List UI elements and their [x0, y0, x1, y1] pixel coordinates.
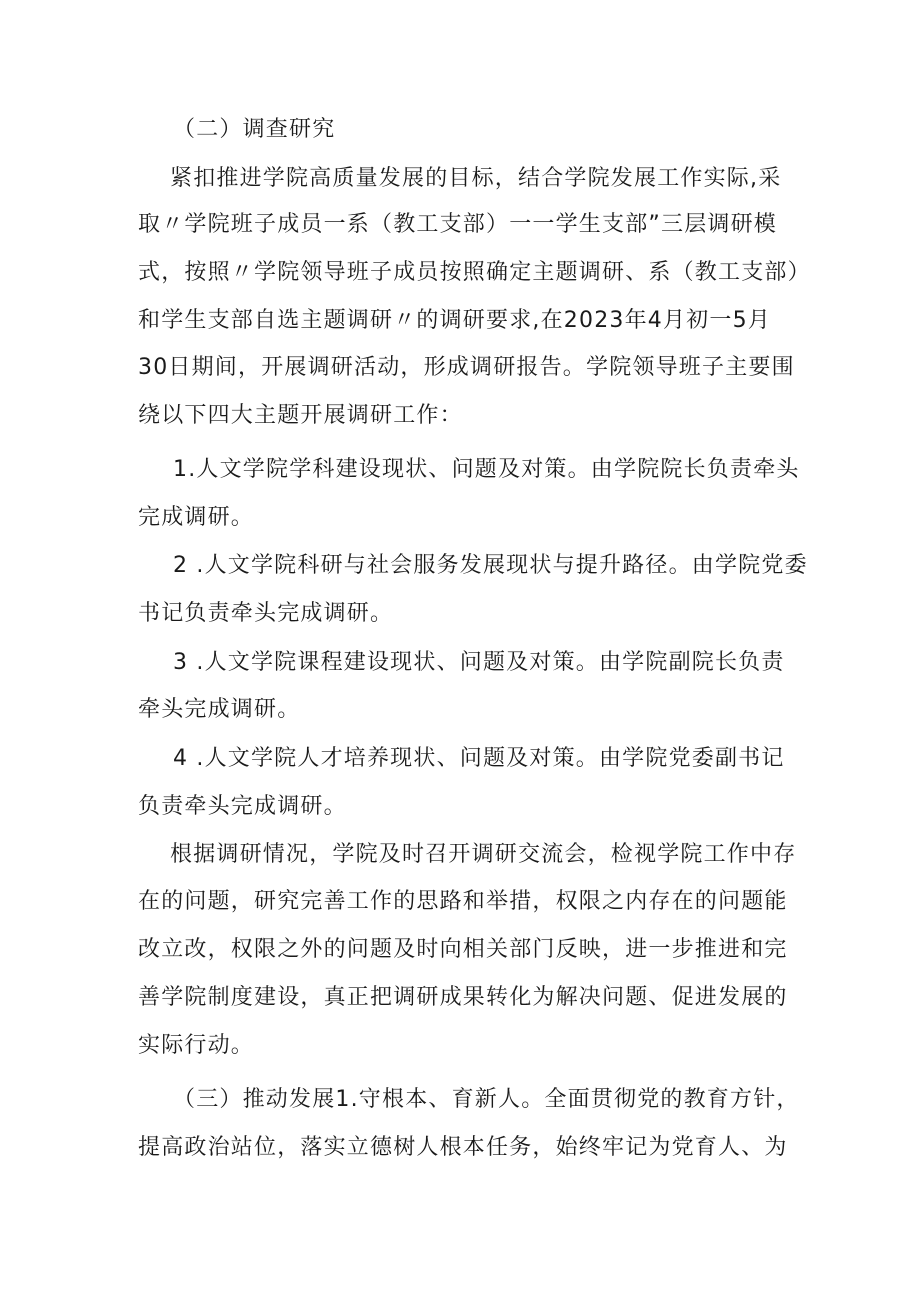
item-3-line-1: 3 .人文学院课程建设现状、问题及对策。由学院副院长负责 — [173, 650, 785, 675]
intro-line-2: 取〃学院班子成员一系（教工支部）一一学生支部”三层调研模 — [138, 212, 777, 237]
followup-line-4: 善学院制度建设，真正把调研成果转化为解决问题、促进发展的 — [138, 985, 788, 1010]
intro-line-4: 和学生支部自选主题调研〃的调研要求,在2023年4月初一5月 — [138, 308, 771, 333]
intro-line-6: 绕以下四大主题开展调研工作： — [138, 403, 463, 428]
section3-line-2: 提高政治站位，落实立德树人根本任务，始终牢记为党育人、为 — [138, 1135, 788, 1160]
item-3-line-2: 牵头完成调研。 — [138, 697, 301, 722]
section-heading-investigation: （二）调查研究 — [173, 117, 336, 142]
intro-line-3: 式，按照〃学院领导班子成员按照确定主题调研、系（教工支部） — [138, 260, 811, 285]
item-1-line-2: 完成调研。 — [138, 505, 255, 530]
item-2-line-2: 书记负责牵头完成调研。 — [138, 601, 394, 626]
item-4-line-1: 4 .人文学院人才培养现状、问题及对策。由学院党委副书记 — [173, 746, 785, 771]
intro-line-5: 30日期间，开展调研活动，形成调研报告。学院领导班子主要围 — [138, 355, 795, 380]
item-1-line-1: 1.人文学院学科建设现状、问题及对策。由学院院长负责牵头 — [173, 457, 800, 482]
followup-line-1: 根据调研情况，学院及时召开调研交流会，检视学院工作中存 — [170, 842, 797, 867]
intro-line-1: 紧扣推进学院高质量发展的目标，结合学院发展工作实际,采 — [170, 166, 782, 191]
followup-line-5: 实际行动。 — [138, 1033, 255, 1058]
item-2-line-1: 2 .人文学院科研与社会服务发展现状与提升路径。由学院党委 — [173, 553, 808, 578]
followup-line-3: 改立改，权限之外的问题及时向相关部门反映，进一步推进和完 — [138, 937, 788, 962]
followup-line-2: 在的问题，研究完善工作的思路和举措，权限之内存在的问题能 — [138, 889, 788, 914]
item-4-line-2: 负责牵头完成调研。 — [138, 794, 347, 819]
section3-line-1: （三）推动发展1.守根本、育新人。全面贯彻党的教育方针， — [173, 1087, 800, 1112]
